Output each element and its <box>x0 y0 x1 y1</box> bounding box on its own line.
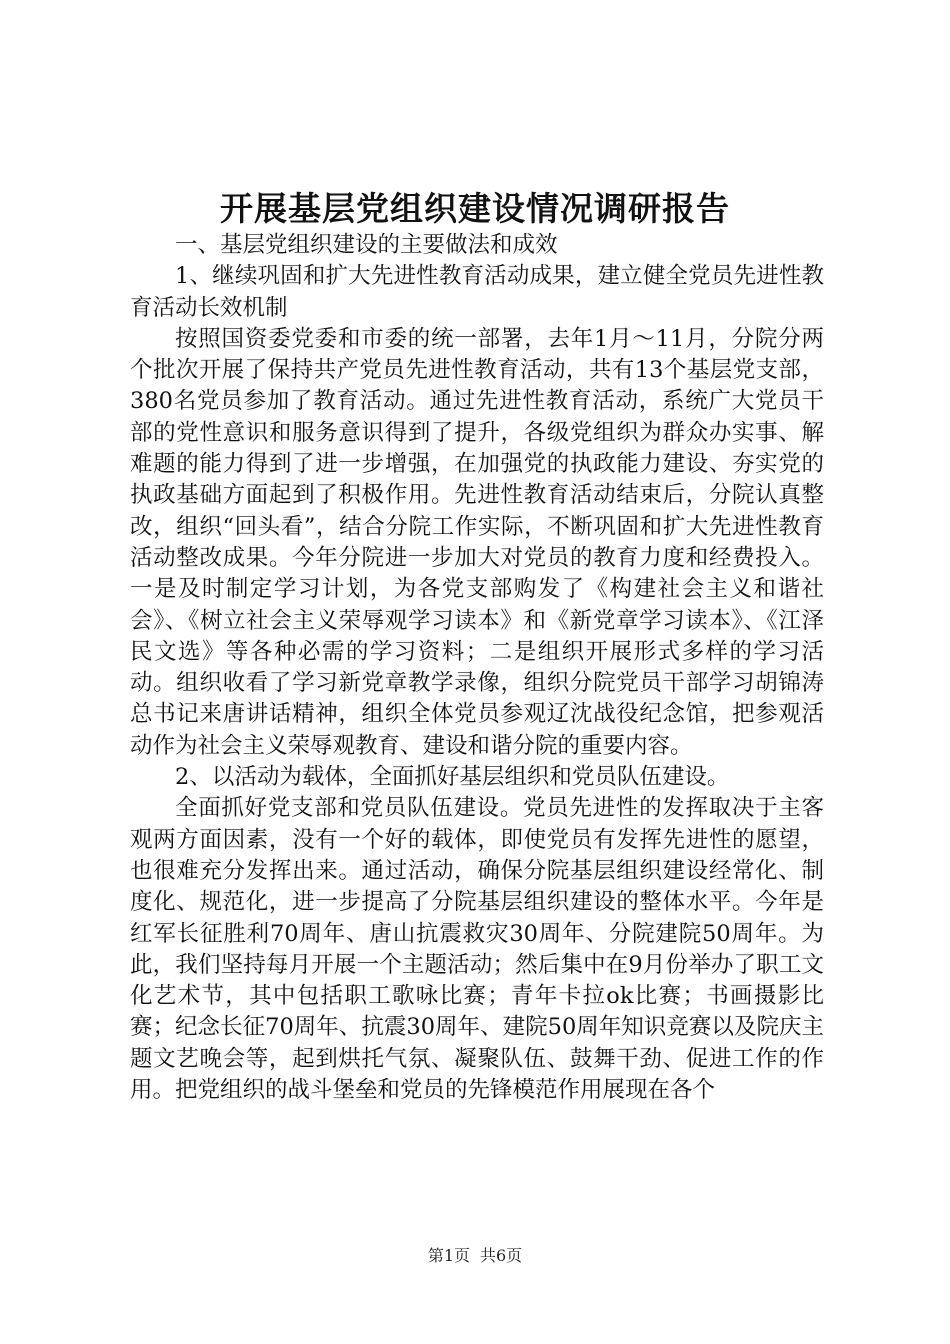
page-footer <box>0 1244 950 1268</box>
page-number: 第1页 <box>427 1246 470 1265</box>
subsection-heading-2: 2、以活动为载体，全面抓好基层组织和党员队伍建设。 <box>175 764 730 791</box>
document-title: 开展基层党组织建设情况调研报告 <box>220 189 730 228</box>
page-total: 共6页 <box>480 1246 523 1265</box>
document-body <box>130 230 824 1106</box>
subsection-heading-1: 1、继续巩固和扩大先进性教育活动成果，建立健全党员先进性教育活动长效机制 <box>130 263 824 321</box>
body-paragraph-2: 全面抓好党支部和党员队伍建设。党员先进性的发挥取决于主客观两方面因素，没有一个好的载体，即使党员有发挥先进性的愿望，也很难充分发挥出来。通过活动，确保分院基层组织建设经常化、制度化、规范化，进一步提高了分院基层组织建设的整体水平。今年是红军长征胜利70周年、唐山抗震救灾30周年、分院建院50周年。为此，我们坚持每月开展一个主题活动；然后集中在9月份举办了职工文化艺术节，其中包括职工歌咏比赛；青年卡拉ok比赛；书画摄影比赛；纪念长征70周年、抗震30周年、建院50周年知识竞赛以及院庆主题文艺晚会等，起到烘托气氛、凝聚队伍、鼓舞干劲、促进工作的作用。把党组织的战斗堡垒和党员的先锋模范作用展现在各个 <box>130 795 824 1104</box>
body-paragraph-1: 按照国资委党委和市委的统一部署，去年1月～11月，分院分两个批次开展了保持共产党员先进性教育活动，共有13个基层党支部，380名党员参加了教育活动。通过先进性教育活动，系统广大党员干部的党性意识和服务意识得到了提升，各级党组织为群众办实事、解难题的能力得到了进一步增强，在加强党的执政能力建设、夯实党的执政基础方面起到了积极作用。先进性教育活动结束后，分院认真整改，组织“回头看”，结合分院工作实际，不断巩固和扩大先进性教育活动整改成果。今年分院进一步加大对党员的教育力度和经费投入。一是及时制定学习计划，为各党支部购发了《构建社会主义和谐社会》、《树立社会主义荣辱观学习读本》和《新党章学习读本》、《江泽民文选》等各种必需的学习资料；二是组织开展形式多样的学习活动。组织收看了学习新党章教学录像，组织分院党员干部学习胡锦涛总书记来唐讲话精神，组织全体党员参观辽沈战役纪念馆，把参观活动作为社会主义荣辱观教育、建设和谐分院的重要内容。 <box>130 325 824 759</box>
section-heading: 一、基层党组织建设的主要做法和成效 <box>175 232 558 258</box>
